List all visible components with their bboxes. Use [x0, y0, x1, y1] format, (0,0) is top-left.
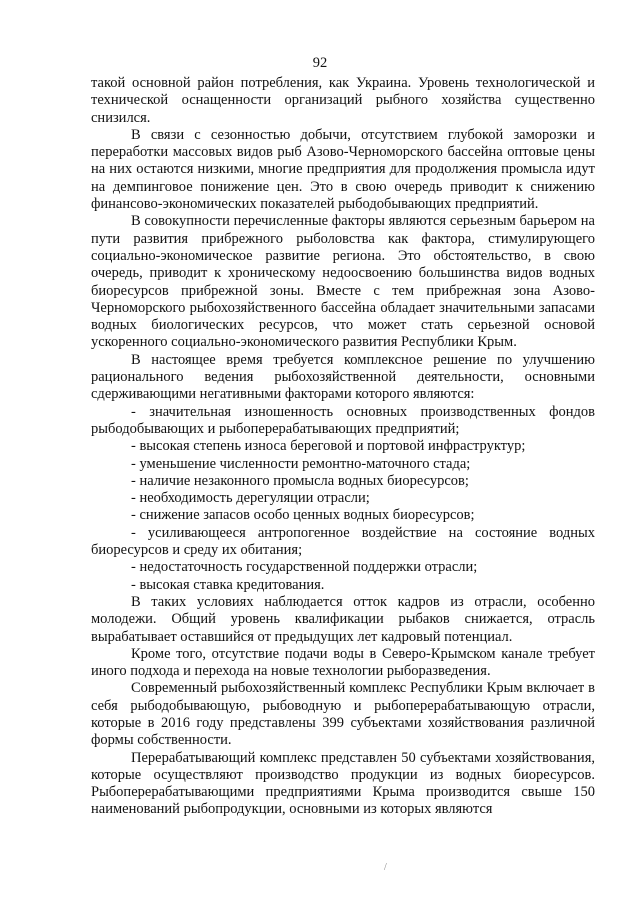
list-item: - высокая степень износа береговой и портовой инфраструктур;: [131, 438, 526, 455]
list-item: - наличие незаконного промысла водных биоресурсов;: [131, 472, 469, 489]
paragraph-comprehensive-solution: В настоящее время требуется комплексное решение по улучшению рационального ведения рыбохозяйственной деятельности, основными сдерживающими негативными факторами которого являются:: [91, 351, 595, 403]
paragraph-barriers: В совокупности перечисленные факторы являются серьезным барьером на пути развития прибрежного рыболовства как фактора, стимулирующего социально-экономическое развитие региона. Это обстоятельство, в свою очередь, приводит к хроническому недоосвоению большинства видов водных биоресурсов прибрежной зоны. Вместе с тем прибрежная зона Азово-Черноморского рыбохозяйственного бассейна обладает значительными запасами водных биологических ресурсов, что может стать серьезной основой ускоренного социально-экономического развития Республики Крым.: [91, 213, 595, 351]
page-number: 92: [312, 55, 328, 71]
paragraph-processing-complex: Перерабатывающий комплекс представлен 50 субъектами хозяйствования, которые осуществляют производство продукции из водных биоресурсов. Рыбоперерабатывающими предприятиями Крыма производится свыше 150 наименований рыбопродукции, основными из которых являются: [91, 749, 595, 818]
paragraph-fishery-complex: Современный рыбохозяйственный комплекс Республики Крым включает в себя рыбодобывающую, рыбоводную и рыбоперерабатывающую отрасли, которые в 2016 году представлены 399 субъектами хозяйствования различной формы собственности.: [91, 680, 595, 749]
paragraph-seasonality: В связи с сезонностью добычи, отсутствием глубокой заморозки и переработки массовых видов рыб Азово-Черноморского бассейна оптовые цены на них остаются низкими, многие предприятия для продолжения промысла идут на демпинговое понижение цен. Это в свою очередь приводит к снижению финансово-экономических показателей рыбодобывающих предприятий.: [91, 126, 595, 213]
paragraph-staff-outflow: В таких условиях наблюдается отток кадров из отрасли, особенно молодежи. Общий уровень квалификации рыбаков снижается, отрасль вырабатывает оставшийся от предыдущих лет кадровый потенциал.: [91, 593, 595, 645]
paragraph-canal: Кроме того, отсутствие подачи воды в Северо-Крымском канале требует иного подхода и перехода на новые технологии рыборазведения.: [91, 645, 595, 680]
list-item: - уменьшение численности ремонтно-маточного стада;: [131, 455, 471, 472]
list-item: - высокая ставка кредитования.: [131, 576, 325, 593]
footer-mark: /: [384, 862, 387, 873]
list-item: - усиливающееся антропогенное воздействие на состояние водных биоресурсов и среду их обитания;: [91, 524, 595, 559]
list-item: - значительная изношенность основных производственных фондов рыбодобывающих и рыбоперерабатывающих предприятий;: [91, 403, 595, 437]
paragraph-continued: такой основной район потребления, как Украина. Уровень технологической и технической оснащенности организаций рыбного хозяйства существенно снизился.: [91, 75, 595, 126]
list-item: - недостаточность государственной поддержки отрасли;: [131, 559, 478, 576]
list-item: - необходимость дерегуляции отрасли;: [131, 490, 370, 507]
list-item: - снижение запасов особо ценных водных биоресурсов;: [131, 507, 475, 524]
body-text: [91, 75, 595, 819]
